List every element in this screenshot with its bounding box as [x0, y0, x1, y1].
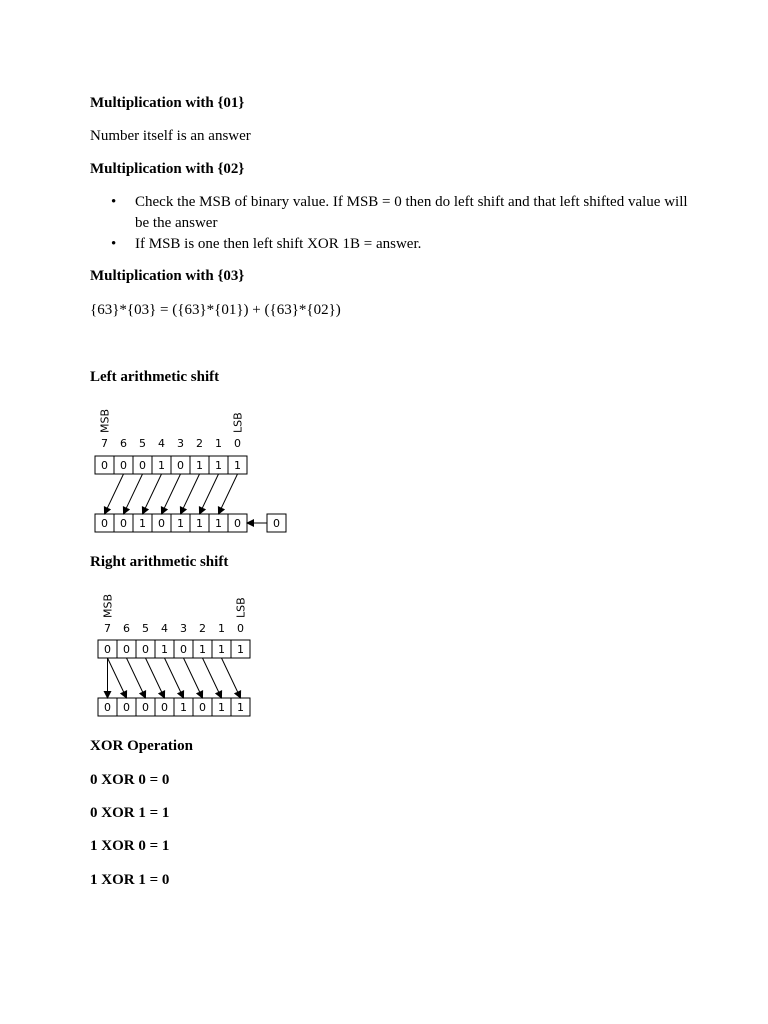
input-bit: 0	[142, 643, 149, 656]
list-item	[90, 192, 690, 234]
output-bit: 0	[120, 517, 127, 530]
output-bit: 0	[199, 701, 206, 714]
list-item-text: If MSB is one then left shift XOR 1B = answer.	[135, 236, 422, 252]
bit-index: 4	[158, 437, 165, 450]
output-bit: 0	[158, 517, 165, 530]
shift-arrow	[219, 474, 238, 514]
bullet-icon: •	[111, 236, 117, 252]
input-bit: 0	[104, 643, 111, 656]
input-bit: 0	[123, 643, 130, 656]
heading-multiplication-01: Multiplication with {01}	[90, 95, 245, 111]
heading-multiplication-03: Multiplication with {03}	[90, 268, 245, 284]
shift-arrow	[184, 658, 203, 698]
bit-index: 3	[180, 622, 187, 635]
paragraph-multiplication-01: Number itself is an answer	[90, 128, 251, 144]
input-bit: 1	[215, 459, 222, 472]
msb-label: MSB	[101, 593, 115, 618]
output-bit: 1	[180, 701, 187, 714]
shift-arrow	[108, 658, 127, 698]
output-bit: 1	[177, 517, 184, 530]
output-bit: 1	[139, 517, 146, 530]
lsb-label: LSB	[234, 597, 248, 618]
bit-index: 5	[142, 622, 149, 635]
shift-arrow	[127, 658, 146, 698]
shift-arrow	[143, 474, 162, 514]
heading-xor: XOR Operation	[90, 738, 193, 754]
bit-index: 2	[196, 437, 203, 450]
output-bit: 1	[218, 701, 225, 714]
bit-index: 4	[161, 622, 168, 635]
shift-arrow	[200, 474, 219, 514]
input-bit: 1	[237, 643, 244, 656]
bit-index: 5	[139, 437, 146, 450]
output-bit: 1	[196, 517, 203, 530]
bit-index: 1	[218, 622, 225, 635]
output-bit: 0	[234, 517, 241, 530]
shift-arrow	[105, 474, 124, 514]
list-item-text: Check the MSB of binary value. If MSB = 0 then do left shift and that left shifted value will be the answer	[135, 194, 688, 231]
output-bit: 1	[215, 517, 222, 530]
shift-arrow	[181, 474, 200, 514]
input-bit: 0	[180, 643, 187, 656]
input-bit: 0	[139, 459, 146, 472]
left-shift-diagram	[90, 400, 290, 540]
bit-index: 7	[104, 622, 111, 635]
bit-index: 3	[177, 437, 184, 450]
bit-index: 0	[234, 437, 241, 450]
bullet-list	[90, 192, 690, 255]
input-bit: 0	[177, 459, 184, 472]
shift-arrow	[165, 658, 184, 698]
right-shift-diagram	[90, 585, 260, 725]
bit-index: 2	[199, 622, 206, 635]
bit-index: 1	[215, 437, 222, 450]
input-bit: 1	[158, 459, 165, 472]
msb-label: MSB	[98, 408, 112, 433]
shift-arrow	[124, 474, 143, 514]
bit-index: 6	[123, 622, 130, 635]
bit-index: 0	[237, 622, 244, 635]
output-bit: 1	[237, 701, 244, 714]
shift-arrow	[203, 658, 222, 698]
bit-index: 6	[120, 437, 127, 450]
fill-bit: 0	[273, 517, 280, 530]
output-bit: 0	[142, 701, 149, 714]
xor-line: 0 XOR 0 = 0	[90, 772, 170, 788]
heading-left-shift: Left arithmetic shift	[90, 369, 220, 385]
xor-line: 0 XOR 1 = 1	[90, 805, 170, 821]
input-bit: 1	[234, 459, 241, 472]
shift-arrow	[162, 474, 181, 514]
output-bit: 0	[123, 701, 130, 714]
shift-arrow	[146, 658, 165, 698]
heading-right-shift: Right arithmetic shift	[90, 554, 229, 570]
shift-arrow	[222, 658, 241, 698]
xor-line: 1 XOR 0 = 1	[90, 838, 170, 854]
list-item	[90, 234, 690, 255]
input-bit: 1	[161, 643, 168, 656]
output-bit: 0	[101, 517, 108, 530]
equation-multiplication-03: {63}*{03} = ({63}*{01}) + ({63}*{02})	[90, 302, 341, 318]
input-bit: 1	[218, 643, 225, 656]
bit-index: 7	[101, 437, 108, 450]
lsb-label: LSB	[231, 412, 245, 433]
output-bit: 0	[161, 701, 168, 714]
xor-line: 1 XOR 1 = 0	[90, 872, 170, 888]
input-bit: 1	[199, 643, 206, 656]
input-bit: 0	[101, 459, 108, 472]
output-bit: 0	[104, 701, 111, 714]
bullet-icon: •	[111, 194, 117, 210]
heading-multiplication-02: Multiplication with {02}	[90, 161, 245, 177]
input-bit: 0	[120, 459, 127, 472]
input-bit: 1	[196, 459, 203, 472]
